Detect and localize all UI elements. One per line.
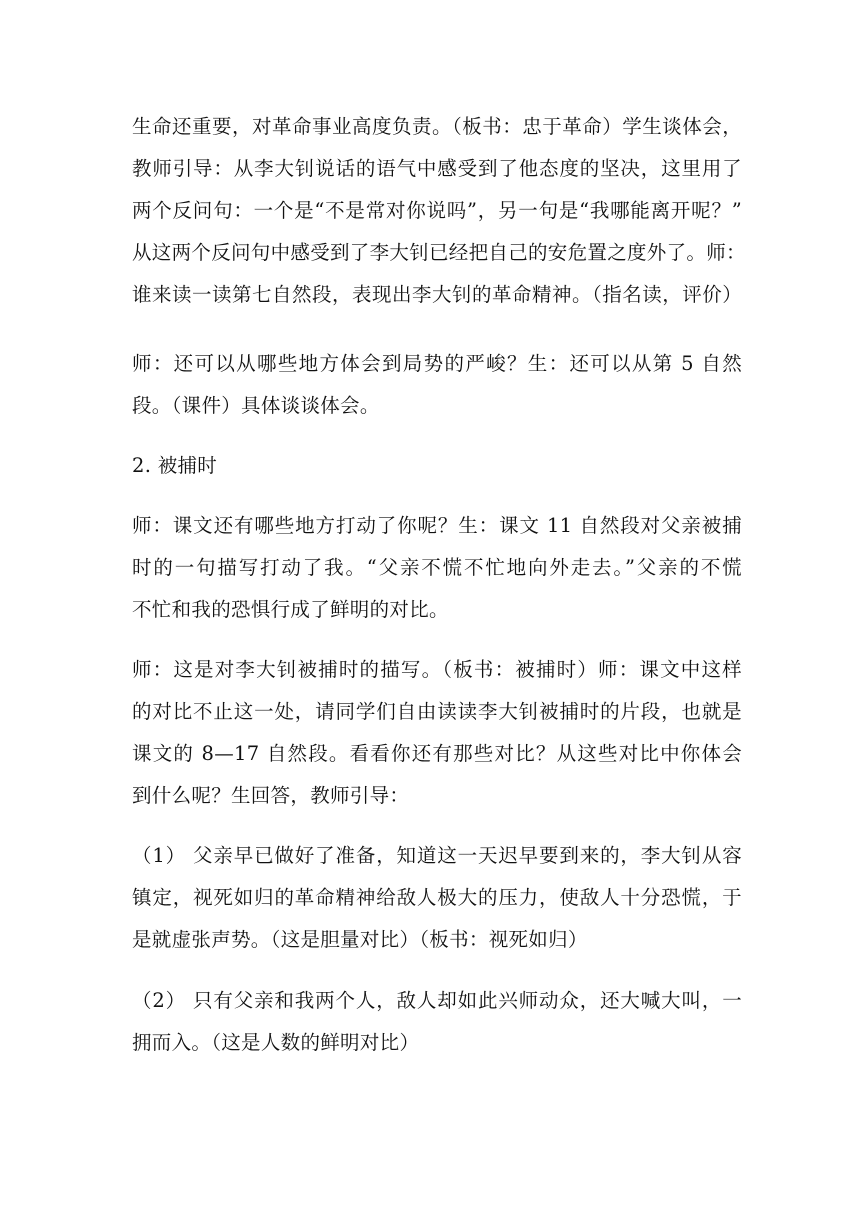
text-line: 镇定，视死如归的革命精神给敌人极大的压力，使敌人十分恐慌，于 bbox=[132, 886, 742, 909]
text-line: 师：这是对李大钊被捕时的描写。（板书：被捕时）师：课文中这样 bbox=[132, 658, 742, 681]
paragraph-7 bbox=[132, 980, 742, 1064]
text-line: 拥而入。（这是人数的鲜明对比） bbox=[132, 1031, 420, 1054]
text-line: 不忙和我的恐惧行成了鲜明的对比。 bbox=[132, 598, 449, 621]
paragraph-5 bbox=[132, 649, 742, 817]
text-line: （2） 只有父亲和我两个人，敌人却如此兴师动众，还大喊大叫，一 bbox=[132, 989, 742, 1012]
text-line: （1） 父亲早已做好了准备，知道这一天迟早要到来的，李大钊从容 bbox=[132, 844, 742, 867]
text-line: 段。（课件）具体谈谈体会。 bbox=[132, 394, 380, 417]
text-line: 谁来读一读第七自然段，表现出李大钊的革命精神。（指名读，评价） bbox=[132, 283, 742, 306]
text-line: 师：还可以从哪些地方体会到局势的严峻？生：还可以从第 5 自然 bbox=[132, 352, 742, 375]
text-line: 时的一句描写打动了我。“父亲不慌不忙地向外走去。”父亲的不慌 bbox=[132, 556, 742, 579]
paragraph-2 bbox=[132, 343, 742, 427]
paragraph-6 bbox=[132, 835, 742, 961]
text-line: 的对比不止这一处，请同学们自由读读李大钊被捕时的片段，也就是 bbox=[132, 700, 742, 723]
text-line: 从这两个反问句中感受到了李大钊已经把自己的安危置之度外了。师： bbox=[132, 241, 746, 264]
section-heading bbox=[132, 445, 742, 487]
text-line: 是就虚张声势。（这是胆量对比）（板书：视死如归） bbox=[132, 928, 588, 951]
text-line: 到什么呢？生回答，教师引导： bbox=[132, 784, 410, 807]
paragraph-1 bbox=[132, 106, 746, 316]
heading-line: 2. 被捕时 bbox=[132, 454, 218, 477]
text-line: 生命还重要，对革命事业高度负责。（板书：忠于革命）学生谈体会， bbox=[132, 115, 742, 138]
text-line: 课文的 8—17 自然段。看看你还有那些对比？从这些对比中你体会 bbox=[132, 742, 742, 765]
paragraph-4 bbox=[132, 505, 742, 631]
text-line: 师：课文还有哪些地方打动了你呢？生：课文 11 自然段对父亲被捕 bbox=[132, 514, 742, 537]
text-line: 教师引导：从李大钊说话的语气中感受到了他态度的坚决，这里用了 bbox=[132, 157, 742, 180]
text-line: 两个反问句：一个是“不是常对你说吗”，另一句是“我哪能离开呢？” bbox=[132, 199, 742, 222]
